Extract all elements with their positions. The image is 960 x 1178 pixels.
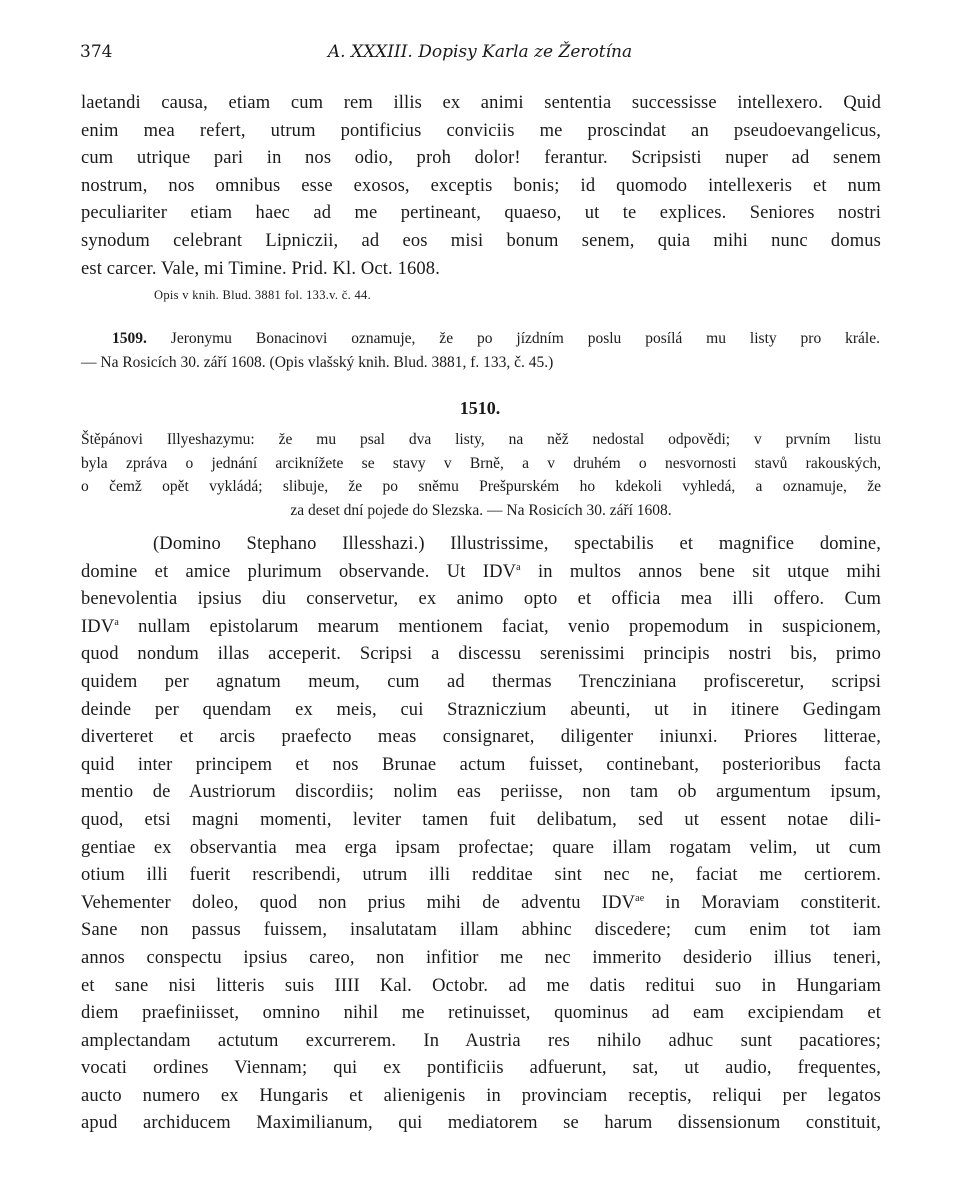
entry-1509-cont — [81, 351, 881, 375]
text-line: synodum celebrant Lipniczii, ad eos misi bonum senem, quia mihi nunc domus — [81, 230, 881, 251]
source-note: Opis v knih. Blud. 3881 fol. 133.v. č. 44. — [154, 288, 371, 302]
body-text: in multos annos bene sit utque mihi — [520, 561, 881, 582]
body-line — [81, 890, 881, 918]
entry-1509-line-1 — [112, 327, 880, 351]
body-text: domine et amice plurimum observande. Ut IDV — [81, 561, 517, 582]
body-text: in Moraviam constiterit. — [644, 892, 881, 913]
body-line — [81, 531, 881, 559]
running-title: A. XXXIII. Dopisy Karla ze Žerotína — [327, 42, 633, 62]
letter-1508-tail — [81, 90, 881, 283]
body-text: nullam epistolarum mearum mentionem faciat, venio propemodum in suspicionem, — [118, 616, 881, 637]
text-line: peculiariter etiam haec ad me pertineant, quaeso, ut te explices. Seniores nostri — [81, 203, 881, 224]
text-line: cum utrique pari in nos odio, proh dolor! ferantur. Scripsisti nuper ad senem — [81, 148, 881, 169]
body-line: quod nondum illas acceperit. Scripsi a discessu serenissimi principis nostri bis, primo — [81, 644, 881, 665]
body-line: benevolentia ipsius diu conservetur, ex animo opto et officia mea illi offero. Cum — [81, 589, 881, 610]
entry-1509 — [112, 327, 880, 351]
entry-1510-summary — [81, 428, 881, 522]
letter-1510-body — [81, 531, 881, 1138]
body-line: quidem per agnatum meum, cum ad thermas Trencziniana profisceretur, scripsi — [81, 671, 881, 692]
body-line: otium illi fuerit rescribendi, utrum illi redditae sint nec ne, faciat me certiorem. — [81, 865, 881, 886]
entry-number: 1509. — [112, 330, 147, 347]
body-text: Vehementer doleo, quod non prius mihi de adventu IDV — [81, 892, 636, 913]
page-number: 374 — [80, 42, 113, 62]
summary-line: za deset dní pojede do Slezska. — Na Rosicích 30. září 1608. — [290, 501, 672, 519]
text-line: laetandi causa, etiam cum rem illis ex animi sententia successisse intellexero. Quid — [81, 93, 881, 113]
body-line: Sane non passus fuissem, insalutatam illam abhinc discedere; cum enim tot iam — [81, 920, 881, 941]
summary-line: o čemž opět vykládá; slibuje, že po sněmu Prešpurském ho kdekoli vyhledá, a oznamuje, že — [81, 478, 881, 495]
body-line: annos conspectu ipsius careo, non infitior me nec immerito desiderio illius teneri, — [81, 947, 881, 968]
body-line: et sane nisi litteris suis IIII Kal. Octobr. ad me datis reditui suo in Hungariam — [81, 975, 881, 996]
text-line: est carcer. Vale, mi Timine. Prid. Kl. Oct. 1608. — [81, 258, 440, 279]
body-line: diem praefiniisset, omnino nihil me retinuisset, quominus ad eam excipiendam et — [81, 1003, 881, 1024]
body-line — [81, 559, 881, 587]
body-line: mentio de Austriorum discordiis; nolim eas periisse, non tam ob argumentum ipsum, — [81, 782, 881, 803]
summary-line: byla zpráva o jednání arciknížete se stavy v Brně, a v druhém o nesvornosti stavů rakouských, — [81, 454, 881, 472]
body-line: amplectandam actutum excurrerem. In Austria res nihilo adhuc sunt pacatiores; — [81, 1030, 881, 1051]
body-line: aucto numero ex Hungaris et alienigenis in provinciam receptis, reliqui per legatos — [81, 1085, 881, 1106]
entry-1509-text: Jeronymu Bonacinovi oznamuje, že po jízdním poslu posílá mu listy pro krále. — [146, 330, 880, 347]
body-line: diverteret et arcis praefecto meas consignaret, diligenter iniunxi. Priores litterae, — [81, 727, 881, 748]
body-text: Illustrissime, spectabilis et magnifice domine, — [424, 534, 881, 554]
address-line: (Domino Stephano Illesshazi.) — [153, 534, 425, 554]
entry-1510-number: 1510. — [459, 398, 501, 418]
text-line: enim mea refert, utrum pontificius conviciis me proscindat an pseudoevangelicus, — [81, 120, 881, 141]
body-line: quid inter principem et nos Brunae actum fuisset, continebant, posterioribus facta — [81, 754, 881, 775]
entry-1509-line-2: — Na Rosicích 30. září 1608. (Opis vlašský knih. Blud. 3881, f. 133, č. 45.) — [81, 354, 554, 371]
body-line: deinde per quendam ex meis, cui Strazniczium abeunti, ut in itinere Gedingam — [81, 699, 881, 720]
superscript: a — [516, 561, 521, 573]
superscript: ae — [635, 892, 645, 904]
body-text: IDV — [81, 616, 115, 637]
body-line — [81, 614, 881, 642]
body-line: gentiae ex observantia mea erga ipsam profectae; quare illam rogatam velim, ut cum — [81, 837, 881, 858]
body-line: vocati ordines Viennam; qui ex pontificiis adfuerunt, sat, ut audio, frequentes, — [81, 1058, 881, 1079]
text-line: nostrum, nos omnibus esse exosos, exceptis bonis; id quomodo intellexeris et num — [81, 175, 881, 196]
body-line: quod, etsi magni momenti, leviter tamen fuit delibatum, sed ut essent notae dili- — [81, 809, 881, 830]
summary-line: Štěpánovi Illyeshazymu: že mu psal dva listy, na něž nedostal odpovědi; v prvním listu — [81, 431, 881, 448]
superscript: a — [114, 616, 119, 628]
page-header — [80, 42, 880, 72]
body-line: apud archiducem Maximilianum, qui mediatorem se harum dissensionum constituit, — [81, 1113, 881, 1134]
